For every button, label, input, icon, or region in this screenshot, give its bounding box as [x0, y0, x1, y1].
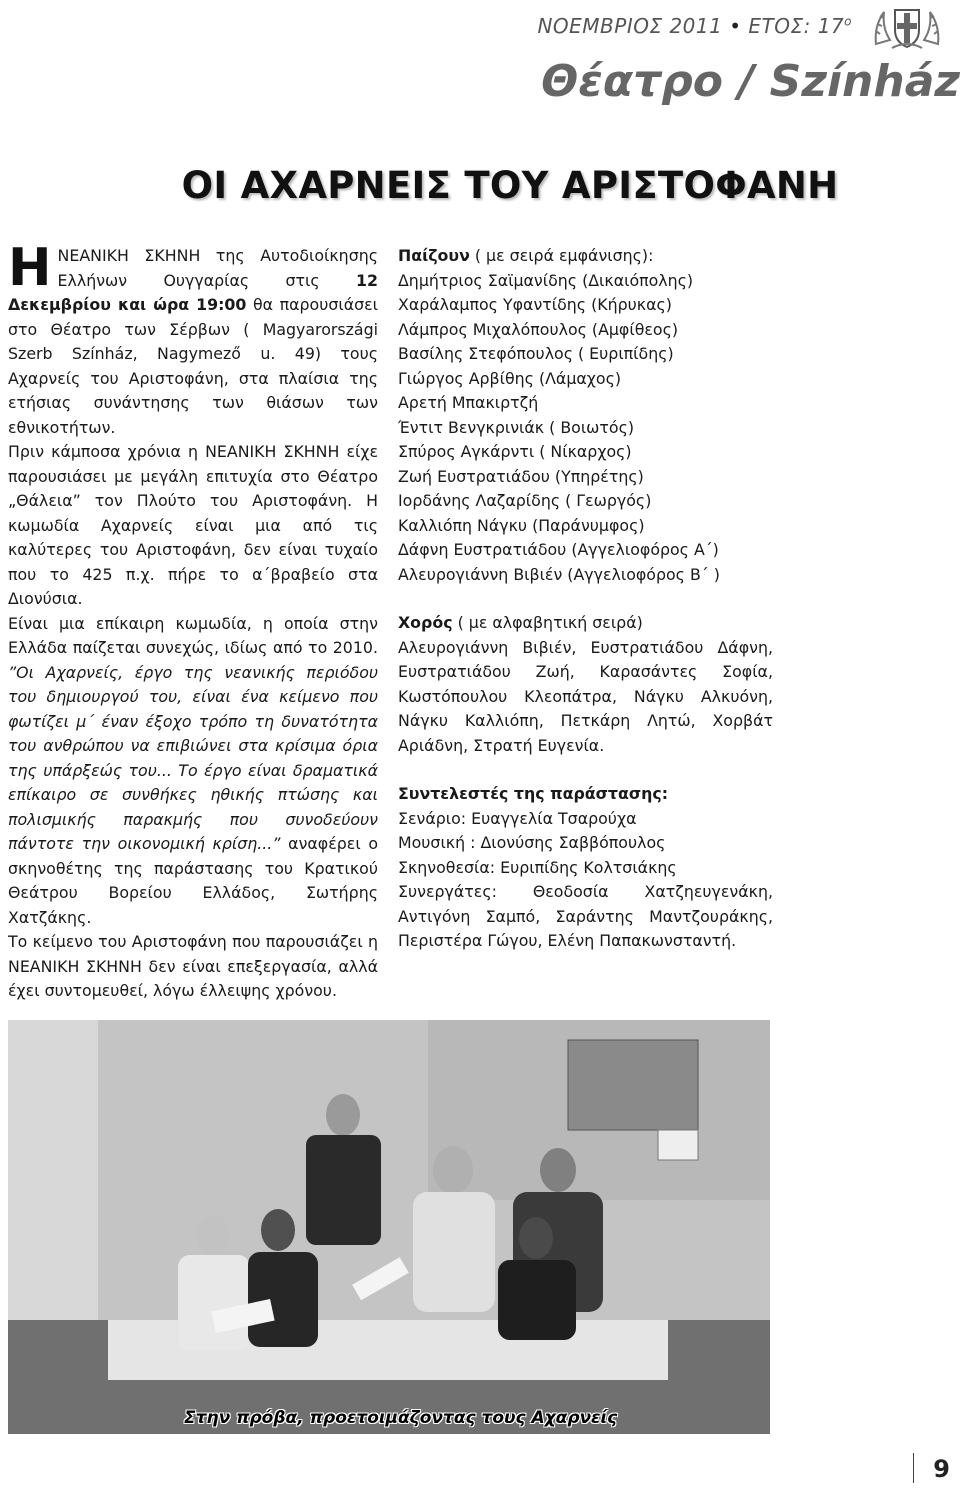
cast-member: Δάφνη Ευστρατιάδου (Αγγελιοφόρος Α΄)	[398, 540, 719, 559]
cast-member: Σπύρος Αγκάρντι ( Νίκαρχος)	[398, 442, 632, 461]
cast-member: Χαράλαμπος Υφαντίδης (Κήρυκας)	[398, 295, 672, 314]
issue-date	[537, 14, 852, 38]
chorus-members: Αλευρογιάννη Βιβιέν, Ευστρατιάδου Δάφνη, Ευστρατιάδου Ζωή, Καρασάντες Σοφία, Κωστόπουλου Κλεοπάτρα, Νάγκυ Αλκυόνη, Νάγκυ Καλλιόπη, Πετκάρη Λητώ, Χορβάτ Αριάδνη, Στρατή Ευγενία.	[398, 637, 773, 755]
coat-of-arms-icon	[870, 4, 944, 50]
chorus-heading-note: ( με αλφαβητική σειρά)	[452, 613, 643, 632]
intro-text-cont: θα παρουσιάσει στο Θέατρο των Σέρβων ( Magyarországi Szerb Színház, Nagymező u. 49) τους Αχαρνείς του Αριστοφάνη, στα πλαίσια της ετήσιας συνάντησης των θιάσων των εθνικοτήτων.	[8, 295, 379, 437]
cast-member: Αλευρογιάννη Βιβιέν (Αγγελιοφόρος Β΄ )	[398, 564, 720, 584]
crew-heading	[398, 782, 773, 807]
crew-member: Μουσική : Διονύσης Σαββόπουλος	[398, 833, 666, 852]
director-quote: ”Οι Αχαρνείς, έργο της νεανικής περιόδου του δημιουργού του, είναι ένα κείμενο που φωτίζει μ΄ έναν έξοχο τρόπο τη δυνατότητα του ανθρώπου να επιβιώνει στα κρίσιμα όρια της υπάρξεώς του... Το έργο είναι δραματικά επίκαιρο σε συνθήκες ηθικής πτώσης και πολισμικής παρακμής που συνοδεύουν πάντοτε την οικονομική κρίση...”	[8, 662, 378, 853]
dropcap: Η	[8, 238, 52, 298]
cast-heading	[398, 244, 773, 269]
event-date: 12 Δεκεμβρίου και ώρα 19:00	[8, 270, 378, 314]
year-suffix: ο	[844, 14, 852, 29]
cast-member: Βασίλης Στεφόπουλος ( Ευριπίδης)	[398, 344, 674, 363]
page-number-divider	[913, 1453, 914, 1483]
cast-member: Ιορδάνης Λαζαρίδης ( Γεωργός)	[398, 491, 652, 510]
paragraph-history: Πριν κάμποσα χρόνια η ΝΕΑΝΙΚΗ ΣΚΗΝΗ είχε παρουσιάσει με μεγάλη επιτυχία στο Θέατρο „Θάλεια” τον Πλούτο του Αριστοφάνη. Η κωμωδία Αχαρνείς είναι μια από τις καλύτερες του Αριστοφάνη, δεν είναι τυχαίο που το 425 π.χ. πήρε το α΄βραβείο στα Διονύσια.	[8, 442, 378, 608]
chorus-heading	[398, 611, 773, 636]
photo-caption: Στην πρόβα, προετοιμάζοντας τους Αχαρνείς	[184, 1408, 618, 1428]
quote-lead: Είναι μια επίκαιρη κωμωδία, η οποία στην Ελλάδα παίζεται συνεχώς, ιδίως από το 2010.	[8, 613, 378, 657]
paragraph-closing: Το κείμενο του Αριστοφάνη που παρουσιάζει η ΝΕΑΝΙΚΗ ΣΚΗΝΗ δεν είναι επεξεργασία, αλλά έχει συντομευθεί, λόγω έλλειψης χρόνου.	[8, 932, 378, 1000]
cast-member: Γιώργος Αρβίθης (Λάμαχος)	[398, 368, 622, 388]
chorus-heading-label: Χορός	[398, 613, 453, 632]
article-body	[8, 238, 379, 1004]
cast-member: Ζωή Ευστρατιάδου (Υπηρέτης)	[398, 466, 644, 486]
cast-member: Καλλιόπη Νάγκυ (Παράνυμφος)	[398, 515, 645, 535]
cast-column	[398, 244, 773, 954]
intro-text: ΝΕΑΝΙΚΗ ΣΚΗΝΗ της Αυτοδιοίκησης Ελλήνων Ουγγαρίας στις	[57, 246, 378, 290]
quote-attribution: αναφέρει ο σκηνοθέτης της παράστασης του Κρατικού Θεάτρου Βορείου Ελλάδος, Σωτήρης Χατζάκης.	[8, 834, 379, 927]
rehearsal-photo	[8, 1020, 770, 1434]
cast-heading-note: ( με σειρά εμφάνισης):	[469, 246, 654, 265]
cast-list	[398, 269, 773, 588]
cast-member: Δημήτριος Σαϊμανίδης (Δικαιόπολης)	[398, 270, 694, 290]
paragraph-intro	[8, 238, 379, 440]
crew-member: Σενάριο: Ευαγγελία Τσαρούχα	[398, 808, 637, 828]
crew-member: Σκηνοθεσία: Ευριπίδης Κολτσιάκης	[398, 857, 677, 877]
cast-member: Αρετή Μπακιρτζή	[398, 393, 539, 412]
crew-collaborators: Συνεργάτες: Θεοδοσία Χατζηευγενάκη, Αντιγόνη Σαμπό, Σαράντης Μαντζουράκης, Περιστέρα Γώγου, Ελένη Παπακωνσταντή.	[398, 882, 773, 950]
rehearsal-photo-scene	[8, 1020, 770, 1434]
section-title: Θέατρο / Színház	[541, 56, 960, 107]
cast-member: Έντιτ Βενγκρινιάκ ( Βοιωτός)	[398, 417, 635, 437]
crew-heading-label: Συντελεστές της παράστασης:	[398, 784, 669, 803]
article-title: ΟΙ ΑΧΑΡΝΕΙΣ ΤΟΥ ΑΡΙΣΤΟΦΑΝΗ	[181, 164, 839, 207]
paragraph-quote	[8, 612, 378, 931]
issue-month: ΝΟΕΜΒΡΙΟΣ 2011	[537, 14, 723, 38]
issue-year: ΕΤΟΣ: 17	[748, 14, 845, 38]
header-separator: •	[729, 14, 742, 38]
cast-heading-label: Παίζουν	[398, 246, 470, 265]
cast-member: Λάμπρος Μιχαλόπουλος (Αμφίθεος)	[398, 319, 679, 339]
page-number: 9	[933, 1455, 950, 1483]
